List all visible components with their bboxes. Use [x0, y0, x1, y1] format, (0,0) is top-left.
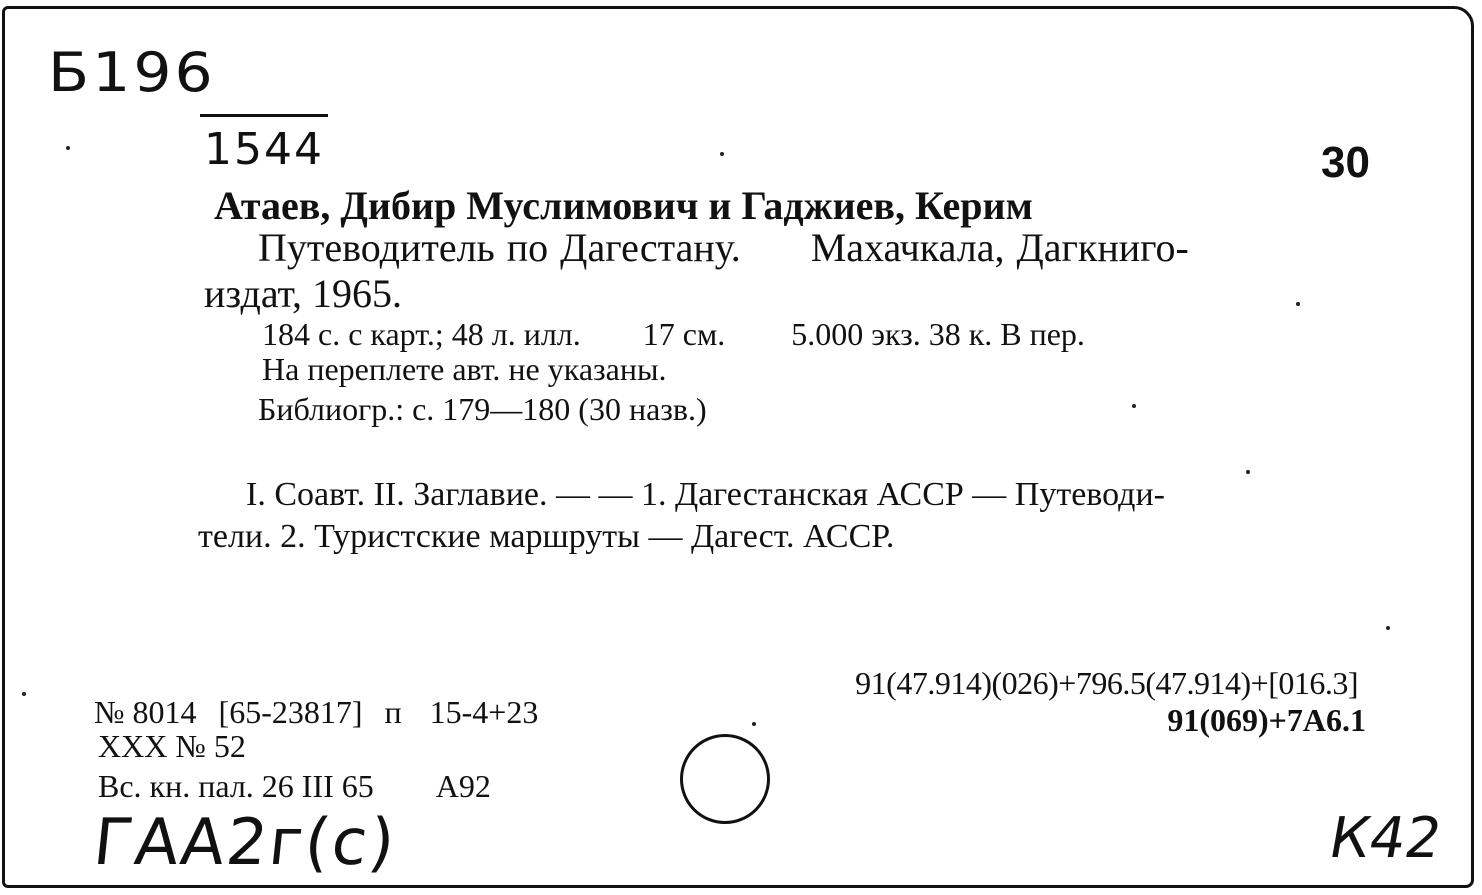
note-authors: На переплете авт. не указаны.	[262, 351, 667, 387]
physical-description	[262, 316, 1085, 353]
speck	[1386, 626, 1390, 630]
registration-line	[94, 694, 538, 731]
card-number: 30	[1321, 138, 1370, 187]
title-line-1	[258, 224, 1189, 271]
note-bibliography: Библиогр.: с. 179—180 (30 назв.)	[258, 391, 707, 427]
speck	[1132, 404, 1136, 408]
author-line: Атаев, Дибир Муслимович и Гаджиев, Керим	[214, 183, 1033, 228]
shelf-mark-bottom: 1544	[204, 124, 324, 175]
speck	[22, 692, 26, 696]
stat-p: п	[384, 694, 402, 730]
stat-range: 15-4+23	[429, 694, 539, 730]
size: 17 см.	[642, 316, 726, 352]
circle-stamp	[680, 734, 770, 824]
pages: 184 с. с карт.; 48 л. илл.	[262, 316, 581, 352]
classification-2: 91(069)+7А6.1	[1167, 702, 1366, 738]
shelf-mark-top: Б196	[48, 41, 216, 105]
handwritten-note-left: ГАА2г(с)	[90, 806, 400, 880]
shelf-mark-underline	[200, 114, 328, 117]
stat-number: № 8014	[94, 694, 197, 730]
publication-place: Махачкала, Дагкниго-	[810, 225, 1189, 270]
print-run: 5.000 экз. 38 к. В пер.	[791, 316, 1085, 352]
stat-code: [65-23817]	[218, 694, 363, 730]
speck	[1296, 302, 1300, 306]
speck	[720, 152, 724, 156]
chamber-line	[98, 768, 491, 805]
title-line-2: издат, 1965.	[204, 271, 403, 316]
chamber-code: А92	[435, 768, 491, 804]
speck	[66, 146, 70, 150]
series-line: XXX № 52	[98, 728, 246, 764]
chamber-text: Вс. кн. пал. 26 III 65	[98, 768, 374, 804]
subjects-line-1: I. Соавт. II. Заглавие. — — 1. Дагестанская АССР — Путеводи-	[246, 476, 1165, 513]
speck	[1246, 470, 1250, 474]
classification-1: 91(47.914)(026)+796.5(47.914)+[016.3]	[855, 665, 1358, 701]
title-text: Путеводитель по Дагестану.	[258, 225, 741, 270]
speck	[752, 722, 756, 726]
subjects-line-2: тели. 2. Туристские маршруты — Дагест. АССР.	[198, 518, 895, 555]
handwritten-note-right: К42	[1324, 806, 1447, 871]
